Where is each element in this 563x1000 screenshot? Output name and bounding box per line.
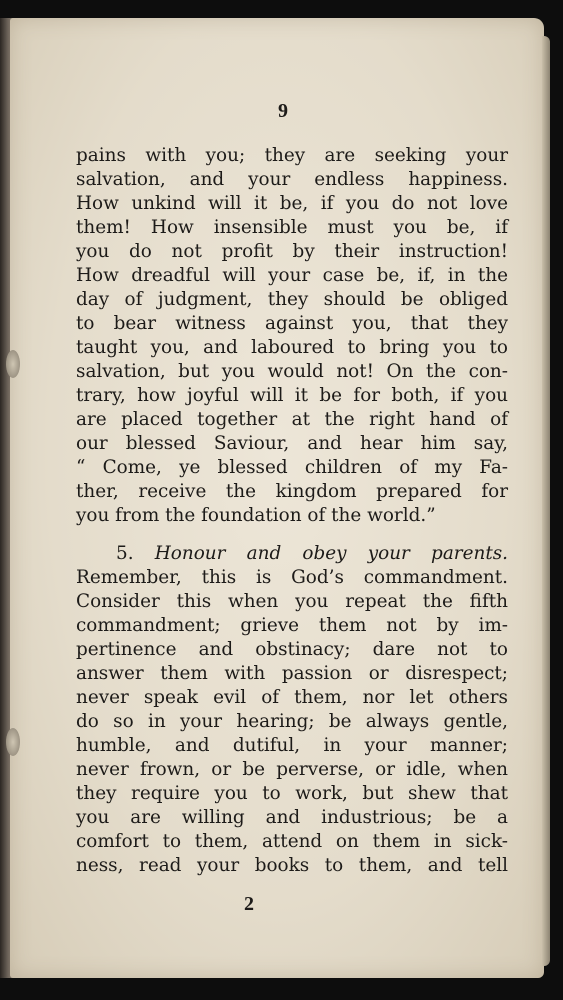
- text-line: taught you, and laboured to bring you to: [76, 337, 508, 358]
- page-number: 9: [278, 100, 288, 122]
- text-line: salvation, and your endless happiness.: [76, 169, 508, 190]
- text-line: “ Come, ye blessed children of my Fa-: [76, 457, 508, 478]
- text-line: day of judgment, they should be obliged: [76, 289, 508, 310]
- section-title: Honour and obey your parents.: [154, 543, 508, 564]
- text-line: you are willing and industrious; be a: [76, 807, 508, 828]
- text-line: commandment; grieve them not by im-: [76, 615, 508, 636]
- text-line: comfort to them, attend on them in sick-: [76, 831, 508, 852]
- text-line: How unkind will it be, if you do not love: [76, 193, 508, 214]
- text-line: pertinence and obstinacy; dare not to: [76, 639, 508, 660]
- section-heading: [76, 542, 508, 566]
- text-line: humble, and dutiful, in your manner;: [76, 735, 508, 756]
- signature-mark: 2: [244, 893, 254, 915]
- text-line: trary, how joyful will it be for both, if you: [76, 385, 508, 406]
- text-line: How dreadful will your case be, if, in the: [76, 265, 508, 286]
- text-line: you from the foundation of the world.”: [76, 505, 436, 526]
- text-line: pains with you; they are seeking your: [76, 145, 508, 166]
- text-line: ther, receive the kingdom prepared for: [76, 481, 508, 502]
- text-line: our blessed Saviour, and hear him say,: [76, 433, 508, 454]
- text-line: to bear witness against you, that they: [76, 313, 508, 334]
- text-line: them! How insensible must you be, if: [76, 217, 508, 238]
- text-line: never frown, or be perverse, or idle, when: [76, 759, 508, 780]
- text-line: are placed together at the right hand of: [76, 409, 508, 430]
- text-line: answer them with passion or disrespect;: [76, 663, 508, 684]
- binding-thread-mark: [6, 728, 20, 756]
- text-line: never speak evil of them, nor let others: [76, 687, 508, 708]
- text-line: ness, read your books to them, and tell: [76, 855, 508, 876]
- text-line: do so in your hearing; be always gentle,: [76, 711, 508, 732]
- text-line: salvation, but you would not! On the con-: [76, 361, 508, 382]
- binding-thread-mark: [6, 350, 20, 378]
- text-line: Consider this when you repeat the fifth: [76, 591, 508, 612]
- text-line: they require you to work, but shew that: [76, 783, 508, 804]
- text-line: you do not profit by their instruction!: [76, 241, 508, 262]
- text-line: Remember, this is God’s commandment.: [76, 567, 508, 588]
- section-number: 5.: [116, 543, 134, 564]
